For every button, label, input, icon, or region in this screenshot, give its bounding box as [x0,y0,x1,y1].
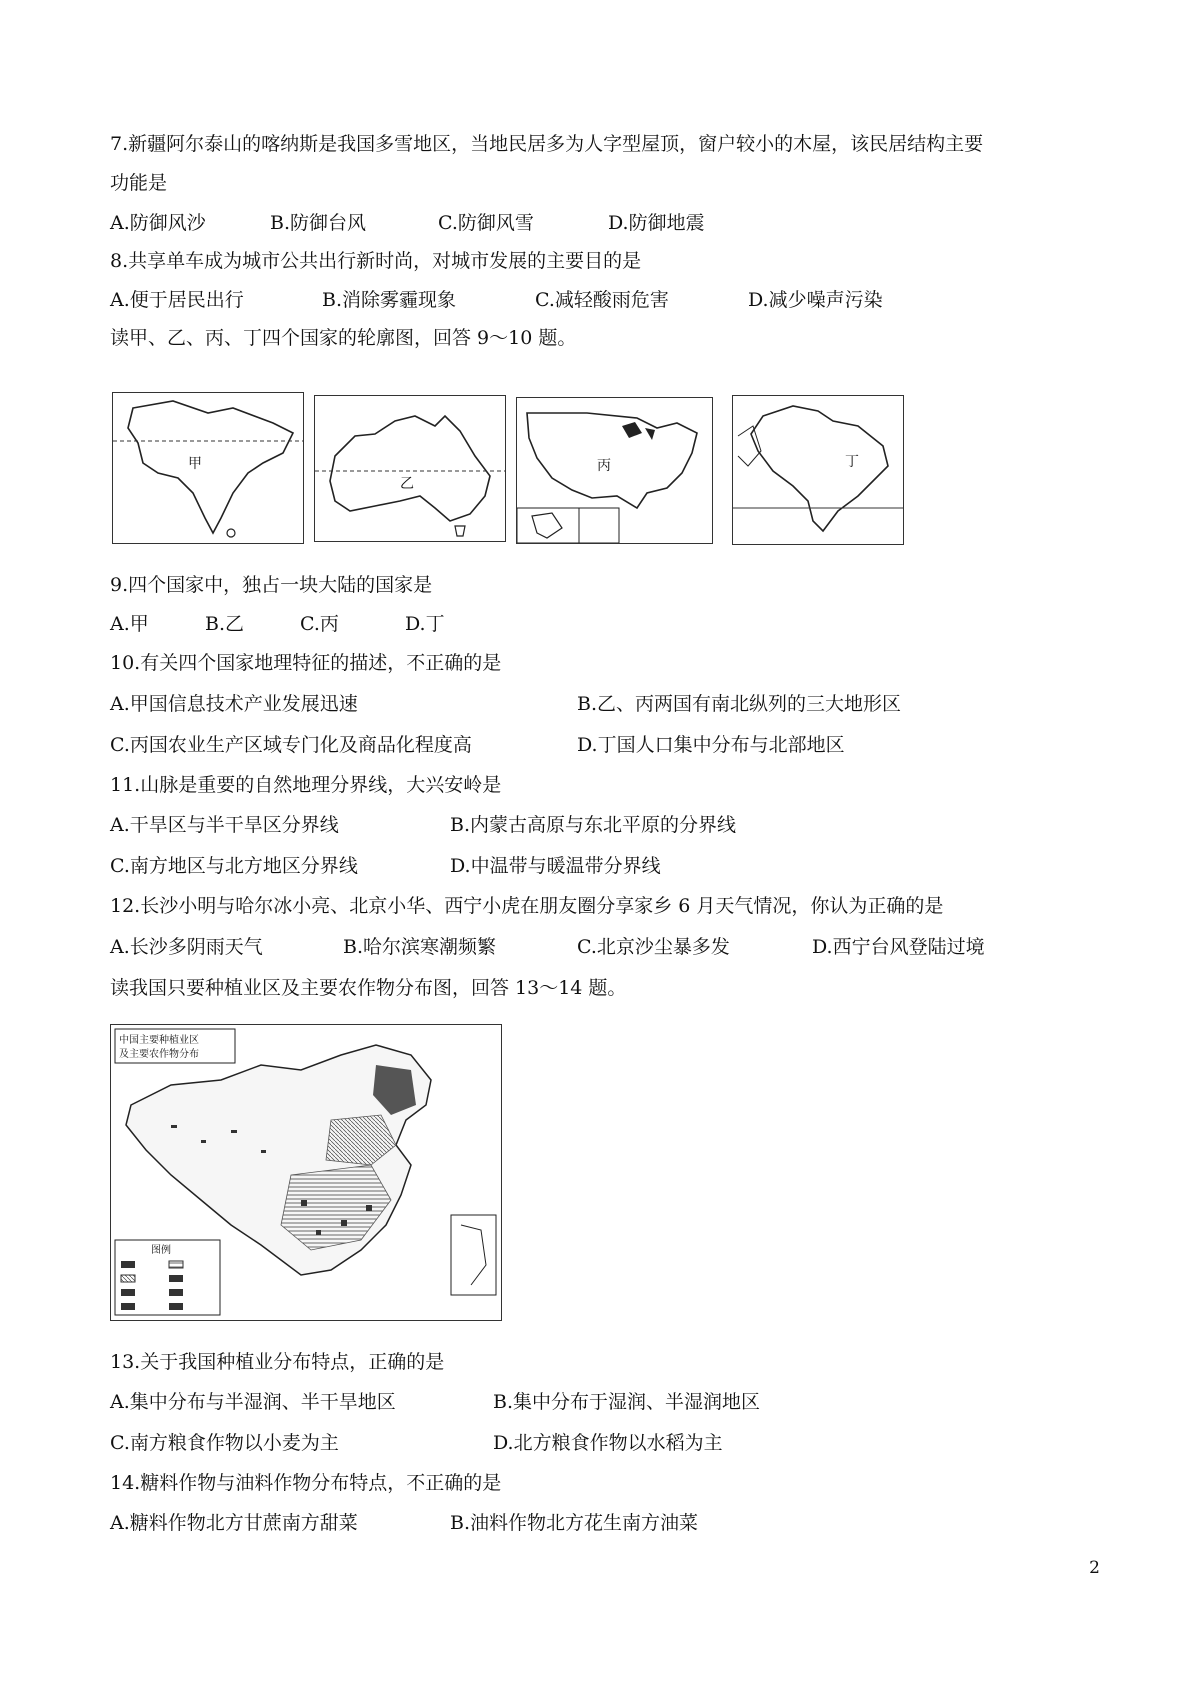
q10-option-d: D.丁国人口集中分布与北部地区 [577,734,845,756]
country-map-yi [314,395,506,542]
q7-option-b: B.防御台风 [270,212,367,234]
country-label-jia: 甲 [188,456,202,472]
q12-option-b: B.哈尔滨寒潮频繁 [343,936,497,958]
q11-option-b: B.内蒙古高原与东北平原的分界线 [450,814,737,836]
q11-option-d: D.中温带与暖温带分界线 [450,855,661,877]
q14-stem: 14.糖料作物与油料作物分布特点，不正确的是 [110,1472,502,1494]
q11-stem: 11.山脉是重要的自然地理分界线，大兴安岭是 [110,774,502,796]
q13-option-d: D.北方粮食作物以水稻为主 [493,1432,723,1454]
china-map-title-line2: 及主要农作物分布 [119,1049,199,1060]
country-label-yi: 乙 [400,476,414,492]
country-label-ding: 丁 [845,454,859,470]
q10-option-a: A.甲国信息技术产业发展迅速 [110,693,358,715]
q9-stem: 9.四个国家中，独占一块大陆的国家是 [110,574,433,596]
q10-option-c: C.丙国农业生产区域专门化及商品化程度高 [110,734,472,756]
q11-option-c: C.南方地区与北方地区分界线 [110,855,358,877]
q12-option-c: C.北京沙尘暴多发 [577,936,730,958]
page-number: 2 [1089,1558,1100,1578]
q7-stem-line2: 功能是 [110,172,168,194]
q13-option-b: B.集中分布于湿润、半湿润地区 [493,1391,761,1413]
q9-option-b: B.乙 [205,613,245,635]
q10-stem: 10.有关四个国家地理特征的描述，不正确的是 [110,652,502,674]
q9-option-c: C.丙 [300,613,339,635]
china-map-legend-title: 图例 [151,1245,171,1256]
q13-option-c: C.南方粮食作物以小麦为主 [110,1432,339,1454]
q7-option-c: C.防御风雪 [438,212,534,234]
q13-stem: 13.关于我国种植业分布特点，正确的是 [110,1351,445,1373]
q13-option-a: A.集中分布与半湿润、半干旱地区 [110,1391,396,1413]
q8-option-b: B.消除雾霾现象 [322,289,457,311]
country-map-ding [732,395,904,545]
q8-stem: 8.共享单车成为城市公共出行新时尚，对城市发展的主要目的是 [110,250,642,272]
intro-9-10: 读甲、乙、丙、丁四个国家的轮廓图，回答 9～10 题。 [110,327,577,349]
q7-stem-line1: 7.新疆阿尔泰山的喀纳斯是我国多雪地区，当地民居多为人字型屋顶，窗户较小的木屋，该民居结构主要 [110,133,984,155]
q8-option-d: D.减少噪声污染 [748,289,883,311]
china-crop-map [110,1024,502,1321]
q8-option-c: C.减轻酸雨危害 [535,289,669,311]
q12-option-d: D.西宁台风登陆过境 [812,936,985,958]
q10-option-b: B.乙、丙两国有南北纵列的三大地形区 [577,693,902,715]
country-map-jia [112,392,304,544]
china-map-title-line1: 中国主要种植业区 [119,1035,199,1046]
q12-stem: 12.长沙小明与哈尔冰小亮、北京小华、西宁小虎在朋友圈分享家乡 6 月天气情况，你认为正确的是 [110,895,944,917]
country-label-bing: 丙 [597,458,611,474]
q9-option-d: D.丁 [405,613,445,635]
q7-option-d: D.防御地震 [608,212,705,234]
q8-option-a: A.便于居民出行 [110,289,244,311]
intro-13-14: 读我国只要种植业区及主要农作物分布图，回答 13～14 题。 [110,977,627,999]
q11-option-a: A.干旱区与半干旱区分界线 [110,814,339,836]
country-map-bing [516,397,713,544]
q14-option-a: A.糖料作物北方甘蔗南方甜菜 [110,1512,358,1534]
q9-option-a: A.甲 [110,613,149,635]
q12-option-a: A.长沙多阴雨天气 [110,936,263,958]
q7-option-a: A.防御风沙 [110,212,206,234]
q14-option-b: B.油料作物北方花生南方油菜 [450,1512,699,1534]
